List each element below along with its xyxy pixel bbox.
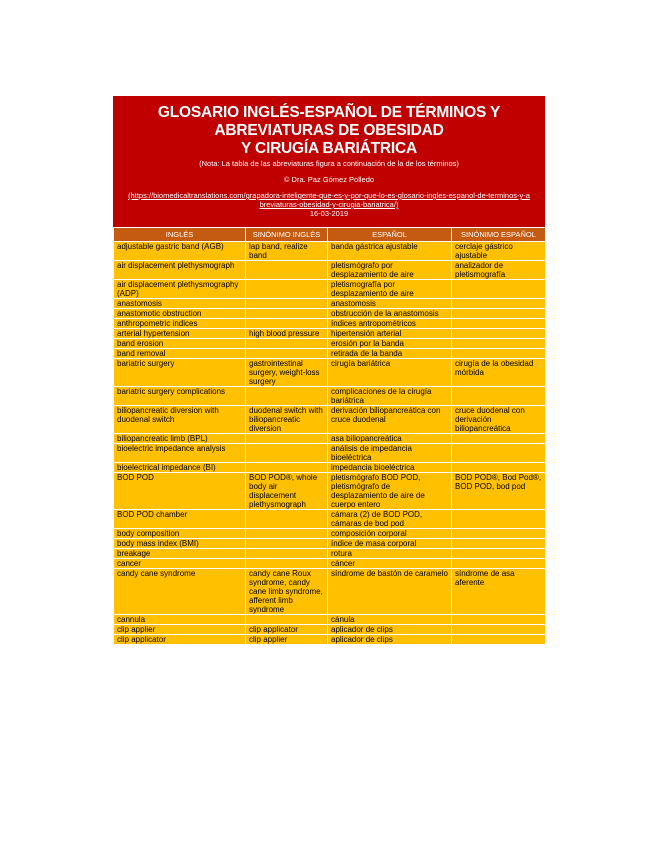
cell-espanol: impedancia bioeléctrica	[328, 463, 452, 473]
cell-sinonimo-ingles	[246, 349, 328, 359]
cell-ingles: bariatric surgery	[114, 359, 246, 387]
table-row	[114, 339, 546, 349]
cell-espanol: retirada de la banda	[328, 349, 452, 359]
table-row	[114, 463, 546, 473]
table-row	[114, 387, 546, 406]
cell-sinonimo-ingles	[246, 319, 328, 329]
glossary-document	[113, 96, 545, 645]
header-note: (Nota: La tabla de las abreviaturas figura a continuación de la de los términos)	[199, 159, 459, 168]
cell-ingles: band erosion	[114, 339, 246, 349]
cell-espanol: banda gástrica ajustable	[328, 242, 452, 261]
table-row	[114, 473, 546, 510]
table-row	[114, 529, 546, 539]
cell-sinonimo-espanol	[452, 549, 546, 559]
table-row	[114, 309, 546, 319]
table-row	[114, 635, 546, 645]
table-row	[114, 539, 546, 549]
table-row	[114, 319, 546, 329]
cell-sinonimo-ingles: candy cane Roux syndrome, candy cane limb syndrome, afferent limb syndrome	[246, 569, 328, 615]
table-row	[114, 444, 546, 463]
table-row	[114, 299, 546, 309]
cell-espanol: pletismógrafo por desplazamiento de aire	[328, 261, 452, 280]
table-row	[114, 625, 546, 635]
cell-sinonimo-ingles	[246, 261, 328, 280]
cell-sinonimo-espanol	[452, 280, 546, 299]
cell-espanol: índice de masa corporal	[328, 539, 452, 549]
table-row	[114, 242, 546, 261]
cell-sinonimo-espanol	[452, 299, 546, 309]
cell-sinonimo-espanol	[452, 434, 546, 444]
cell-sinonimo-ingles	[246, 299, 328, 309]
cell-sinonimo-espanol: síndrome de asa aferente	[452, 569, 546, 615]
cell-sinonimo-ingles	[246, 549, 328, 559]
title-line-2: ABREVIATURAS DE OBESIDAD	[214, 122, 444, 139]
cell-ingles: adjustable gastric band (AGB)	[114, 242, 246, 261]
table-row	[114, 359, 546, 387]
cell-sinonimo-espanol	[452, 529, 546, 539]
cell-sinonimo-espanol: cirugía de la obesidad mórbida	[452, 359, 546, 387]
cell-sinonimo-ingles	[246, 615, 328, 625]
cell-espanol: derivación biliopancreática con cruce duodenal	[328, 406, 452, 434]
cell-espanol: rotura	[328, 549, 452, 559]
cell-espanol: cáncer	[328, 559, 452, 569]
cell-espanol: erosión por la banda	[328, 339, 452, 349]
table-row	[114, 615, 546, 625]
cell-espanol: composición corporal	[328, 529, 452, 539]
cell-espanol: cánula	[328, 615, 452, 625]
cell-sinonimo-espanol: cruce duodenal con derivación biliopancreática	[452, 406, 546, 434]
column-header-espanol: ESPAÑOL	[328, 228, 452, 242]
table-row	[114, 261, 546, 280]
cell-espanol: cámara (2) de BOD POD, cámaras de bod pod	[328, 510, 452, 529]
cell-ingles: air displacement plethysmograph	[114, 261, 246, 280]
cell-espanol: anastomosis	[328, 299, 452, 309]
table-row	[114, 406, 546, 434]
cell-ingles: bioelectric impedance analysis	[114, 444, 246, 463]
cell-sinonimo-ingles: gastrointestinal surgery, weight-loss surgery	[246, 359, 328, 387]
column-header-sinonimo-ingles: SINÓNIMO INGLÉS	[246, 228, 328, 242]
cell-espanol: índices antropométricos	[328, 319, 452, 329]
cell-ingles: anthropometric indices	[114, 319, 246, 329]
cell-espanol: complicaciones de la cirugía bariátrica	[328, 387, 452, 406]
header-date: 16-03-2019	[309, 209, 349, 218]
cell-espanol: pletismógrafo BOD POD, pletismógrafo de desplazamiento de aire de cuerpo entero	[328, 473, 452, 510]
cell-sinonimo-espanol: analizador de pletismografía	[452, 261, 546, 280]
header-author: © Dra. Paz Gómez Polledo	[283, 175, 375, 184]
cell-sinonimo-ingles: clip applicator	[246, 625, 328, 635]
table-row	[114, 569, 546, 615]
cell-ingles: BOD POD chamber	[114, 510, 246, 529]
title-line-3: Y CIRUGÍA BARIÁTRICA	[241, 140, 417, 157]
cell-sinonimo-ingles	[246, 529, 328, 539]
cell-sinonimo-espanol	[452, 329, 546, 339]
title-line-1: GLOSARIO INGLÉS-ESPAÑOL DE TÉRMINOS Y	[157, 104, 501, 121]
cell-sinonimo-ingles	[246, 434, 328, 444]
glossary-table	[113, 227, 546, 645]
cell-ingles: breakage	[114, 549, 246, 559]
cell-sinonimo-ingles: BOD POD®, whole body air displacement plethysmograph	[246, 473, 328, 510]
cell-espanol: cirugía bariátrica	[328, 359, 452, 387]
header-url-link[interactable]: (https://biomedicaltranslations.com/grapadora-inteligente-que-es-y-por-que-lo-es-glosario-ingles-espanol-de-terminos-y-abreviaturas-obesidad-y-cirugia-bariatrica/)	[128, 191, 530, 209]
cell-sinonimo-espanol	[452, 387, 546, 406]
cell-ingles: clip applier	[114, 625, 246, 635]
cell-ingles: bioelectrical impedance (BI)	[114, 463, 246, 473]
cell-sinonimo-espanol	[452, 510, 546, 529]
table-row	[114, 510, 546, 529]
table-header-row	[114, 228, 546, 242]
cell-ingles: body mass index (BMI)	[114, 539, 246, 549]
column-header-sinonimo-espanol: SINÓNIMO ESPAÑOL	[452, 228, 546, 242]
cell-sinonimo-ingles	[246, 387, 328, 406]
cell-sinonimo-ingles: clip applier	[246, 635, 328, 645]
cell-sinonimo-espanol	[452, 615, 546, 625]
cell-sinonimo-ingles	[246, 444, 328, 463]
cell-sinonimo-ingles	[246, 280, 328, 299]
table-row	[114, 434, 546, 444]
cell-sinonimo-ingles: high blood pressure	[246, 329, 328, 339]
table-row	[114, 329, 546, 339]
cell-sinonimo-espanol	[452, 559, 546, 569]
cell-ingles: arterial hypertension	[114, 329, 246, 339]
table-row	[114, 549, 546, 559]
cell-sinonimo-espanol	[452, 309, 546, 319]
cell-espanol: análisis de impedancia bioeléctrica	[328, 444, 452, 463]
cell-espanol: síndrome de bastón de caramelo	[328, 569, 452, 615]
cell-sinonimo-ingles	[246, 463, 328, 473]
cell-ingles: candy cane syndrome	[114, 569, 246, 615]
cell-sinonimo-ingles	[246, 559, 328, 569]
document-header	[113, 96, 545, 227]
cell-ingles: cannula	[114, 615, 246, 625]
cell-ingles: bariatric surgery complications	[114, 387, 246, 406]
cell-sinonimo-espanol	[452, 463, 546, 473]
cell-sinonimo-ingles	[246, 309, 328, 319]
cell-ingles: body composition	[114, 529, 246, 539]
cell-sinonimo-espanol	[452, 635, 546, 645]
cell-ingles: anastomosis	[114, 299, 246, 309]
cell-ingles: BOD POD	[114, 473, 246, 510]
cell-sinonimo-espanol	[452, 339, 546, 349]
cell-ingles: anastomotic obstruction	[114, 309, 246, 319]
cell-sinonimo-ingles	[246, 339, 328, 349]
cell-ingles: cancer	[114, 559, 246, 569]
cell-espanol: aplicador de clips	[328, 635, 452, 645]
cell-ingles: biliopancreatic limb (BPL)	[114, 434, 246, 444]
cell-sinonimo-espanol: BOD POD®, Bod Pod®, BOD POD, bod pod	[452, 473, 546, 510]
cell-sinonimo-espanol	[452, 319, 546, 329]
cell-ingles: band removal	[114, 349, 246, 359]
cell-sinonimo-ingles	[246, 539, 328, 549]
cell-ingles: biliopancreatic diversion with duodenal switch	[114, 406, 246, 434]
cell-sinonimo-espanol	[452, 444, 546, 463]
table-row	[114, 349, 546, 359]
cell-espanol: hipertensión arterial	[328, 329, 452, 339]
cell-sinonimo-ingles: duodenal switch with biliopancreatic diversion	[246, 406, 328, 434]
table-row	[114, 559, 546, 569]
cell-espanol: pletismografía por desplazamiento de aire	[328, 280, 452, 299]
table-row	[114, 280, 546, 299]
cell-sinonimo-ingles: lap band, realize band	[246, 242, 328, 261]
cell-ingles: air displacement plethysmography (ADP)	[114, 280, 246, 299]
cell-sinonimo-ingles	[246, 510, 328, 529]
cell-sinonimo-espanol	[452, 349, 546, 359]
cell-espanol: asa biliopancreática	[328, 434, 452, 444]
cell-sinonimo-espanol	[452, 625, 546, 635]
cell-espanol: aplicador de clips	[328, 625, 452, 635]
cell-sinonimo-espanol	[452, 539, 546, 549]
column-header-ingles: INGLÉS	[114, 228, 246, 242]
cell-ingles: clip applicator	[114, 635, 246, 645]
cell-sinonimo-espanol: cerclaje gástrico ajustable	[452, 242, 546, 261]
cell-espanol: obstrucción de la anastomosis	[328, 309, 452, 319]
